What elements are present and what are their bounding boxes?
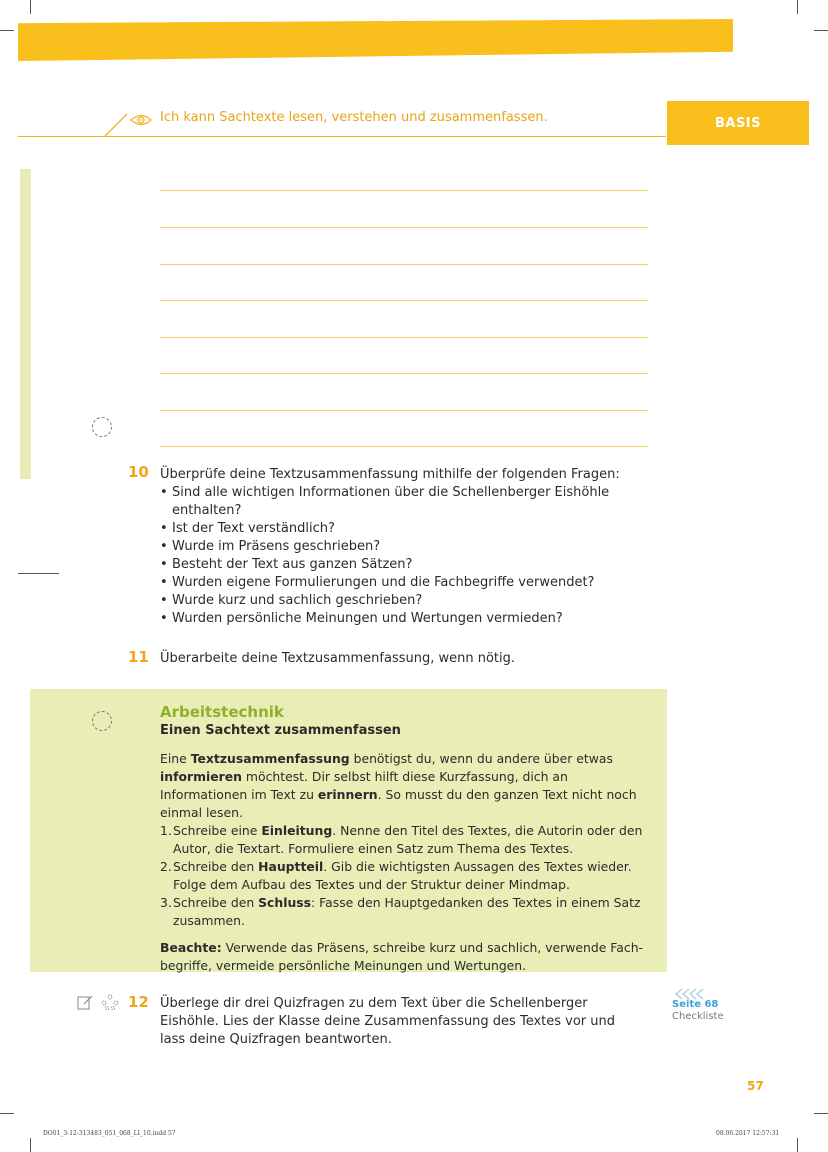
text-span: . Gib die wichtigsten Aussagen des Textes wieder. Folge dem Aufbau des Textes und der Struktur deiner Mindmap.	[173, 859, 632, 892]
list-item	[160, 822, 650, 858]
eye-icon	[130, 112, 152, 126]
question-list	[160, 484, 640, 628]
text-span: : Fasse den Hauptgedanken des Textes in einem Satz zusammen.	[173, 895, 641, 928]
bold-term: Hauptteil	[258, 859, 324, 874]
list-item: • Wurde im Präsens geschrieben?	[160, 538, 640, 556]
writing-line[interactable]	[160, 337, 648, 338]
list-item: • Wurden persönliche Meinungen und Wertungen vermieden?	[160, 610, 640, 628]
crop-mark	[30, 1138, 31, 1152]
checkbox-circle-icon[interactable]	[92, 711, 112, 731]
crop-mark	[0, 30, 14, 31]
list-item: • Wurden eigene Formulierungen und die Fachbegriffe verwendet?	[160, 574, 640, 592]
task-12-text: Überlege dir drei Quizfragen zu dem Text über die Schellenberger Eishöhle. Lies der Klasse deine Zusammenfassung des Textes vor und lass deine Quizfragen beantworten.	[160, 996, 616, 1047]
bold-term: Textzusammenfassung	[190, 751, 350, 766]
list-item	[160, 858, 650, 894]
objective-slash	[104, 113, 128, 137]
group-work-icon	[101, 994, 119, 1014]
write-icon	[77, 994, 93, 1014]
technique-body	[160, 750, 650, 975]
task-10	[160, 466, 640, 628]
list-item	[160, 894, 650, 930]
print-slug-file: DO01_3-12-313483_051_068_LI_10.indd 57	[43, 1130, 176, 1137]
crop-mark	[30, 0, 31, 14]
bold-term: Beachte:	[160, 940, 222, 955]
list-item: • Wurde kurz und sachlich geschrieben?	[160, 592, 640, 610]
writing-line[interactable]	[160, 373, 648, 374]
list-item: • Besteht der Text aus ganzen Sätzen?	[160, 556, 640, 574]
bold-term: Schluss	[258, 895, 312, 910]
text-span: Verwende das Präsens, schreibe kurz und sachlich, verwende Fachbegriffe, vermeide persönliche Meinungen und Wertungen.	[160, 940, 644, 973]
step-number: 2.	[160, 859, 172, 874]
technique-subtitle: Einen Sachtext zusammenfassen	[160, 723, 401, 738]
text-span: Schreibe eine	[173, 823, 262, 838]
level-badge: BASIS	[667, 101, 809, 145]
text-span: . Nenne den Titel des Textes, die Autorin oder den Autor, die Textart. Formuliere einen Satz zum Thema des Textes.	[173, 823, 643, 856]
reference-label: Checkliste	[672, 1011, 724, 1022]
task-number: 12	[128, 993, 149, 1011]
text-span: Schreibe den	[173, 859, 259, 874]
reference-page[interactable]: Seite 68	[672, 999, 719, 1010]
writing-line[interactable]	[160, 446, 648, 447]
crop-mark	[797, 0, 798, 14]
task-11-text: Überarbeite deine Textzusammenfassung, wenn nötig.	[160, 651, 516, 666]
bold-term: erinnern	[317, 787, 378, 802]
technique-title: Arbeitstechnik	[160, 703, 284, 721]
print-slug-date: 08.06.2017 12:57:31	[716, 1130, 780, 1137]
technique-intro	[160, 750, 650, 822]
text-span: benötigst du, wenn du andere über etwas	[349, 751, 613, 766]
crop-mark	[814, 30, 828, 31]
text-span: . So musst du den ganzen Text nicht noch einmal lesen.	[160, 787, 637, 820]
side-reference[interactable]	[672, 999, 724, 1023]
technique-note	[160, 939, 650, 975]
page-number: 57	[747, 1079, 764, 1093]
writing-line[interactable]	[160, 410, 648, 411]
crop-mark	[0, 1113, 14, 1114]
task-10-intro: Überprüfe deine Textzusammenfassung mithilfe der folgenden Fragen:	[160, 467, 620, 482]
crop-mark	[814, 1113, 828, 1114]
bold-term: informieren	[160, 769, 242, 784]
writing-line[interactable]	[160, 300, 648, 301]
margin-rule	[18, 573, 59, 574]
list-item: • Ist der Text verständlich?	[160, 520, 640, 538]
section-marker-bar	[20, 169, 31, 479]
text-span: möchtest. Dir selbst hilft diese Kurzfassung, dich an Informationen im Text zu	[160, 769, 568, 802]
crop-mark	[797, 1138, 798, 1152]
task-number: 10	[128, 463, 149, 481]
top-banner	[18, 19, 733, 61]
bold-term: Einleitung	[261, 823, 333, 838]
checkbox-circle-icon[interactable]	[92, 417, 112, 437]
task-number: 11	[128, 648, 149, 666]
text-span: Eine	[160, 751, 191, 766]
technique-steps	[160, 822, 650, 930]
list-item: • Sind alle wichtigen Informationen über die Schellenberger Eishöhle enthalten?	[160, 484, 617, 520]
step-number: 1.	[160, 823, 172, 838]
writing-line[interactable]	[160, 264, 648, 265]
text-span: Schreibe den	[173, 895, 259, 910]
writing-line[interactable]	[160, 190, 648, 191]
writing-line[interactable]	[160, 227, 648, 228]
step-number: 3.	[160, 895, 172, 910]
learning-objective: Ich kann Sachtexte lesen, verstehen und zusammenfassen.	[160, 110, 548, 125]
